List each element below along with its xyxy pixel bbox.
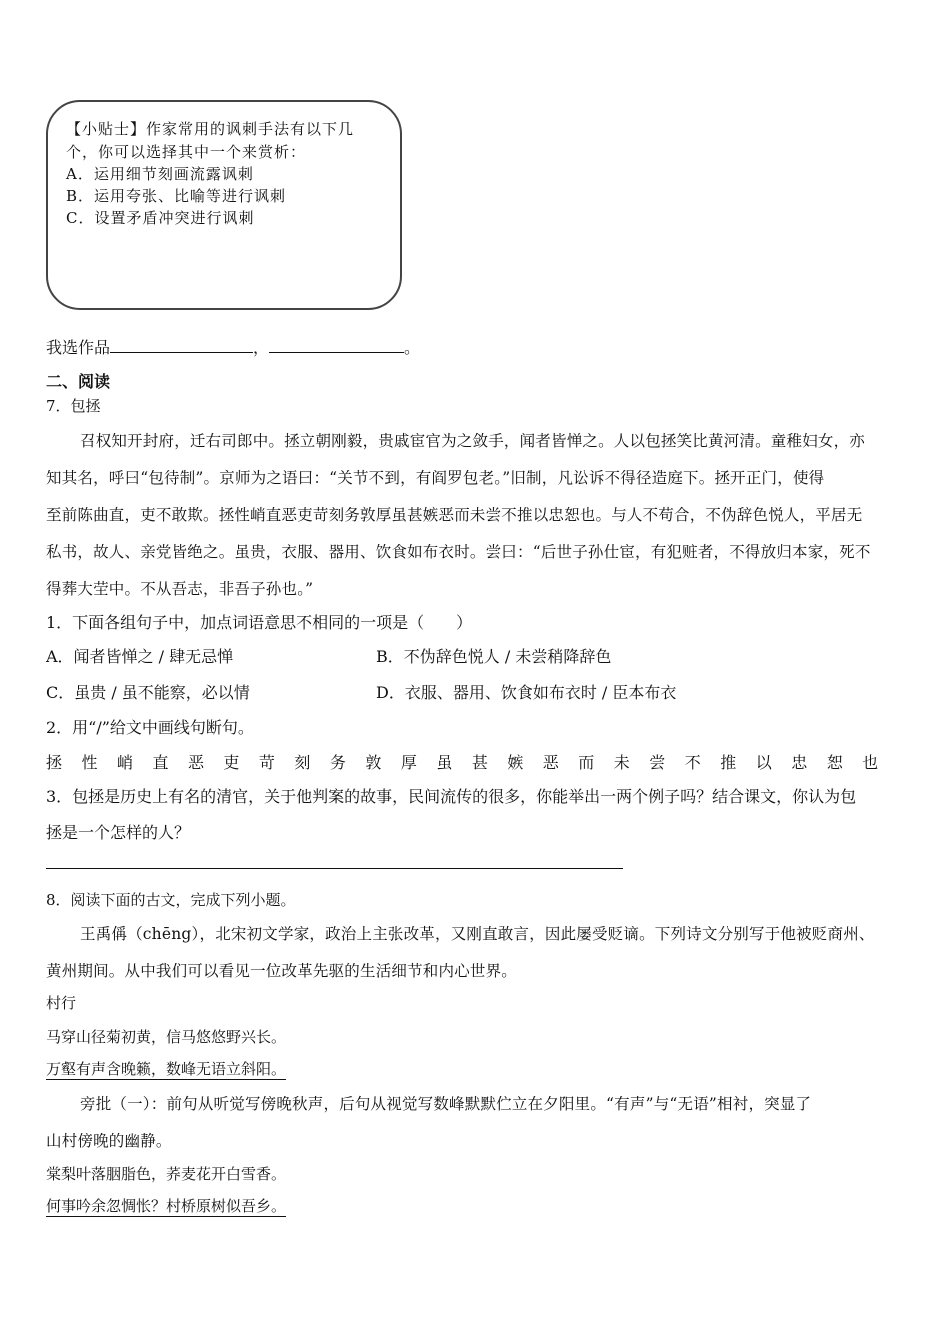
poem-line-underlined bbox=[46, 1058, 286, 1079]
tip-line-1: 【小贴士】作家常用的讽刺手法有以下几 bbox=[66, 120, 355, 138]
poem-title: 村行 bbox=[46, 994, 77, 1012]
work-selection-line bbox=[46, 335, 420, 358]
poem-line-underlined bbox=[46, 1195, 286, 1216]
q7-sub1-option-d[interactable]: D．衣服、器用、饮食如布衣时 / 臣本布衣 bbox=[376, 683, 677, 702]
q7-sub3-line-1: 3．包拯是历史上有名的清官，关于他判案的故事，民间流传的很多，你能举出一两个例子吗？结合课文，你认为包 bbox=[46, 787, 857, 806]
q7-passage-line: 知其名，呼曰“包待制”。京师为之语曰：“关节不到，有阎罗包老。”旧制，凡讼诉不得径造庭下。拯开正门，使得 bbox=[46, 469, 825, 487]
q8-title: 8．阅读下面的古文，完成下列小题。 bbox=[46, 891, 296, 909]
work-answer-blank-2[interactable] bbox=[269, 338, 404, 353]
selection-end: 。 bbox=[404, 338, 421, 357]
q7-passage-line: 召权知开封府，迁右司郎中。拯立朝刚毅，贵戚宦官为之敛手，闻者皆惮之。人以包拯笑比黄河清。童稚妇女，亦 bbox=[80, 432, 866, 450]
q7-sub1-option-b[interactable]: B．不伪辞色悦人 / 未尝稍降辞色 bbox=[376, 647, 612, 666]
poem-line-2: 万壑有声含晚籁，数峰无语立斜阳。 bbox=[46, 1060, 287, 1078]
q7-sub1-option-c[interactable]: C．虽贵 / 虽不能察，必以情 bbox=[46, 683, 250, 702]
selection-separator: ， bbox=[253, 338, 270, 357]
tip-option-b: B．运用夸张、比喻等进行讽刺 bbox=[66, 187, 287, 205]
q7-sub2-stem: 2．用“/”给文中画线句断句。 bbox=[46, 718, 254, 737]
q7-sub1-option-a[interactable]: A．闻者皆惮之 / 肆无忌惮 bbox=[46, 647, 234, 666]
selection-prefix: 我选作品 bbox=[46, 338, 111, 357]
q7-sub2-sentence: 拯 性 峭 直 恶 吏 苛 刻 务 敦 厚 虽 甚 嫉 恶 而 未 尝 不 推 以 忠 恕 也 bbox=[46, 753, 886, 772]
q7-passage-line: 私书，故人、亲党皆绝之。虽贵，衣服、器用、饮食如布衣时。尝曰：“后世子孙仕宦，有犯赃者，不得放归本家，死不 bbox=[46, 543, 871, 561]
q7-answer-line[interactable] bbox=[46, 868, 623, 869]
tip-option-c: C．设置矛盾冲突进行讽刺 bbox=[66, 209, 255, 227]
q7-sub1-stem: 1．下面各组句子中，加点词语意思不相同的一项是（ ） bbox=[46, 613, 473, 632]
q7-passage-line: 至前陈曲直，吏不敢欺。拯性峭直恶吏苛刻务敦厚虽甚嫉恶而未尝不推以忠恕也。与人不苟合，不伪辞色悦人，平居无 bbox=[46, 506, 863, 524]
q8-intro-line: 王禹偁（chēng），北宋初文学家，政治上主张改革，又刚直敢言，因此屡受贬谪。下列诗文分别写于他被贬商州、 bbox=[80, 925, 875, 943]
tip-option-a: A．运用细节刻画流露讽刺 bbox=[66, 165, 254, 183]
tip-line-2: 个，你可以选择其中一个来赏析： bbox=[66, 143, 307, 161]
q7-title: 7．包拯 bbox=[46, 397, 101, 415]
side-note-line: 山村傍晚的幽静。 bbox=[46, 1132, 172, 1150]
poem-line: 棠梨叶落胭脂色，荞麦花开白雪香。 bbox=[46, 1165, 287, 1183]
poem-line-4: 何事吟余忽惆怅？村桥原树似吾乡。 bbox=[46, 1197, 287, 1215]
q7-sub3-line-2: 拯是一个怎样的人？ bbox=[46, 823, 191, 842]
q8-intro-line: 黄州期间。从中我们可以看见一位改革先驱的生活细节和内心世界。 bbox=[46, 962, 518, 980]
section-title: 二、阅读 bbox=[46, 372, 111, 391]
work-answer-blank-1[interactable] bbox=[110, 338, 253, 353]
poem-line: 马穿山径菊初黄，信马悠悠野兴长。 bbox=[46, 1028, 287, 1046]
q7-passage-line: 得葬大茔中。不从吾志，非吾子孙也。” bbox=[46, 580, 314, 598]
side-note-line: 旁批（一）：前句从听觉写傍晚秋声，后句从视觉写数峰默默伫立在夕阳里。“有声”与“无语”相衬，突显了 bbox=[80, 1095, 812, 1113]
